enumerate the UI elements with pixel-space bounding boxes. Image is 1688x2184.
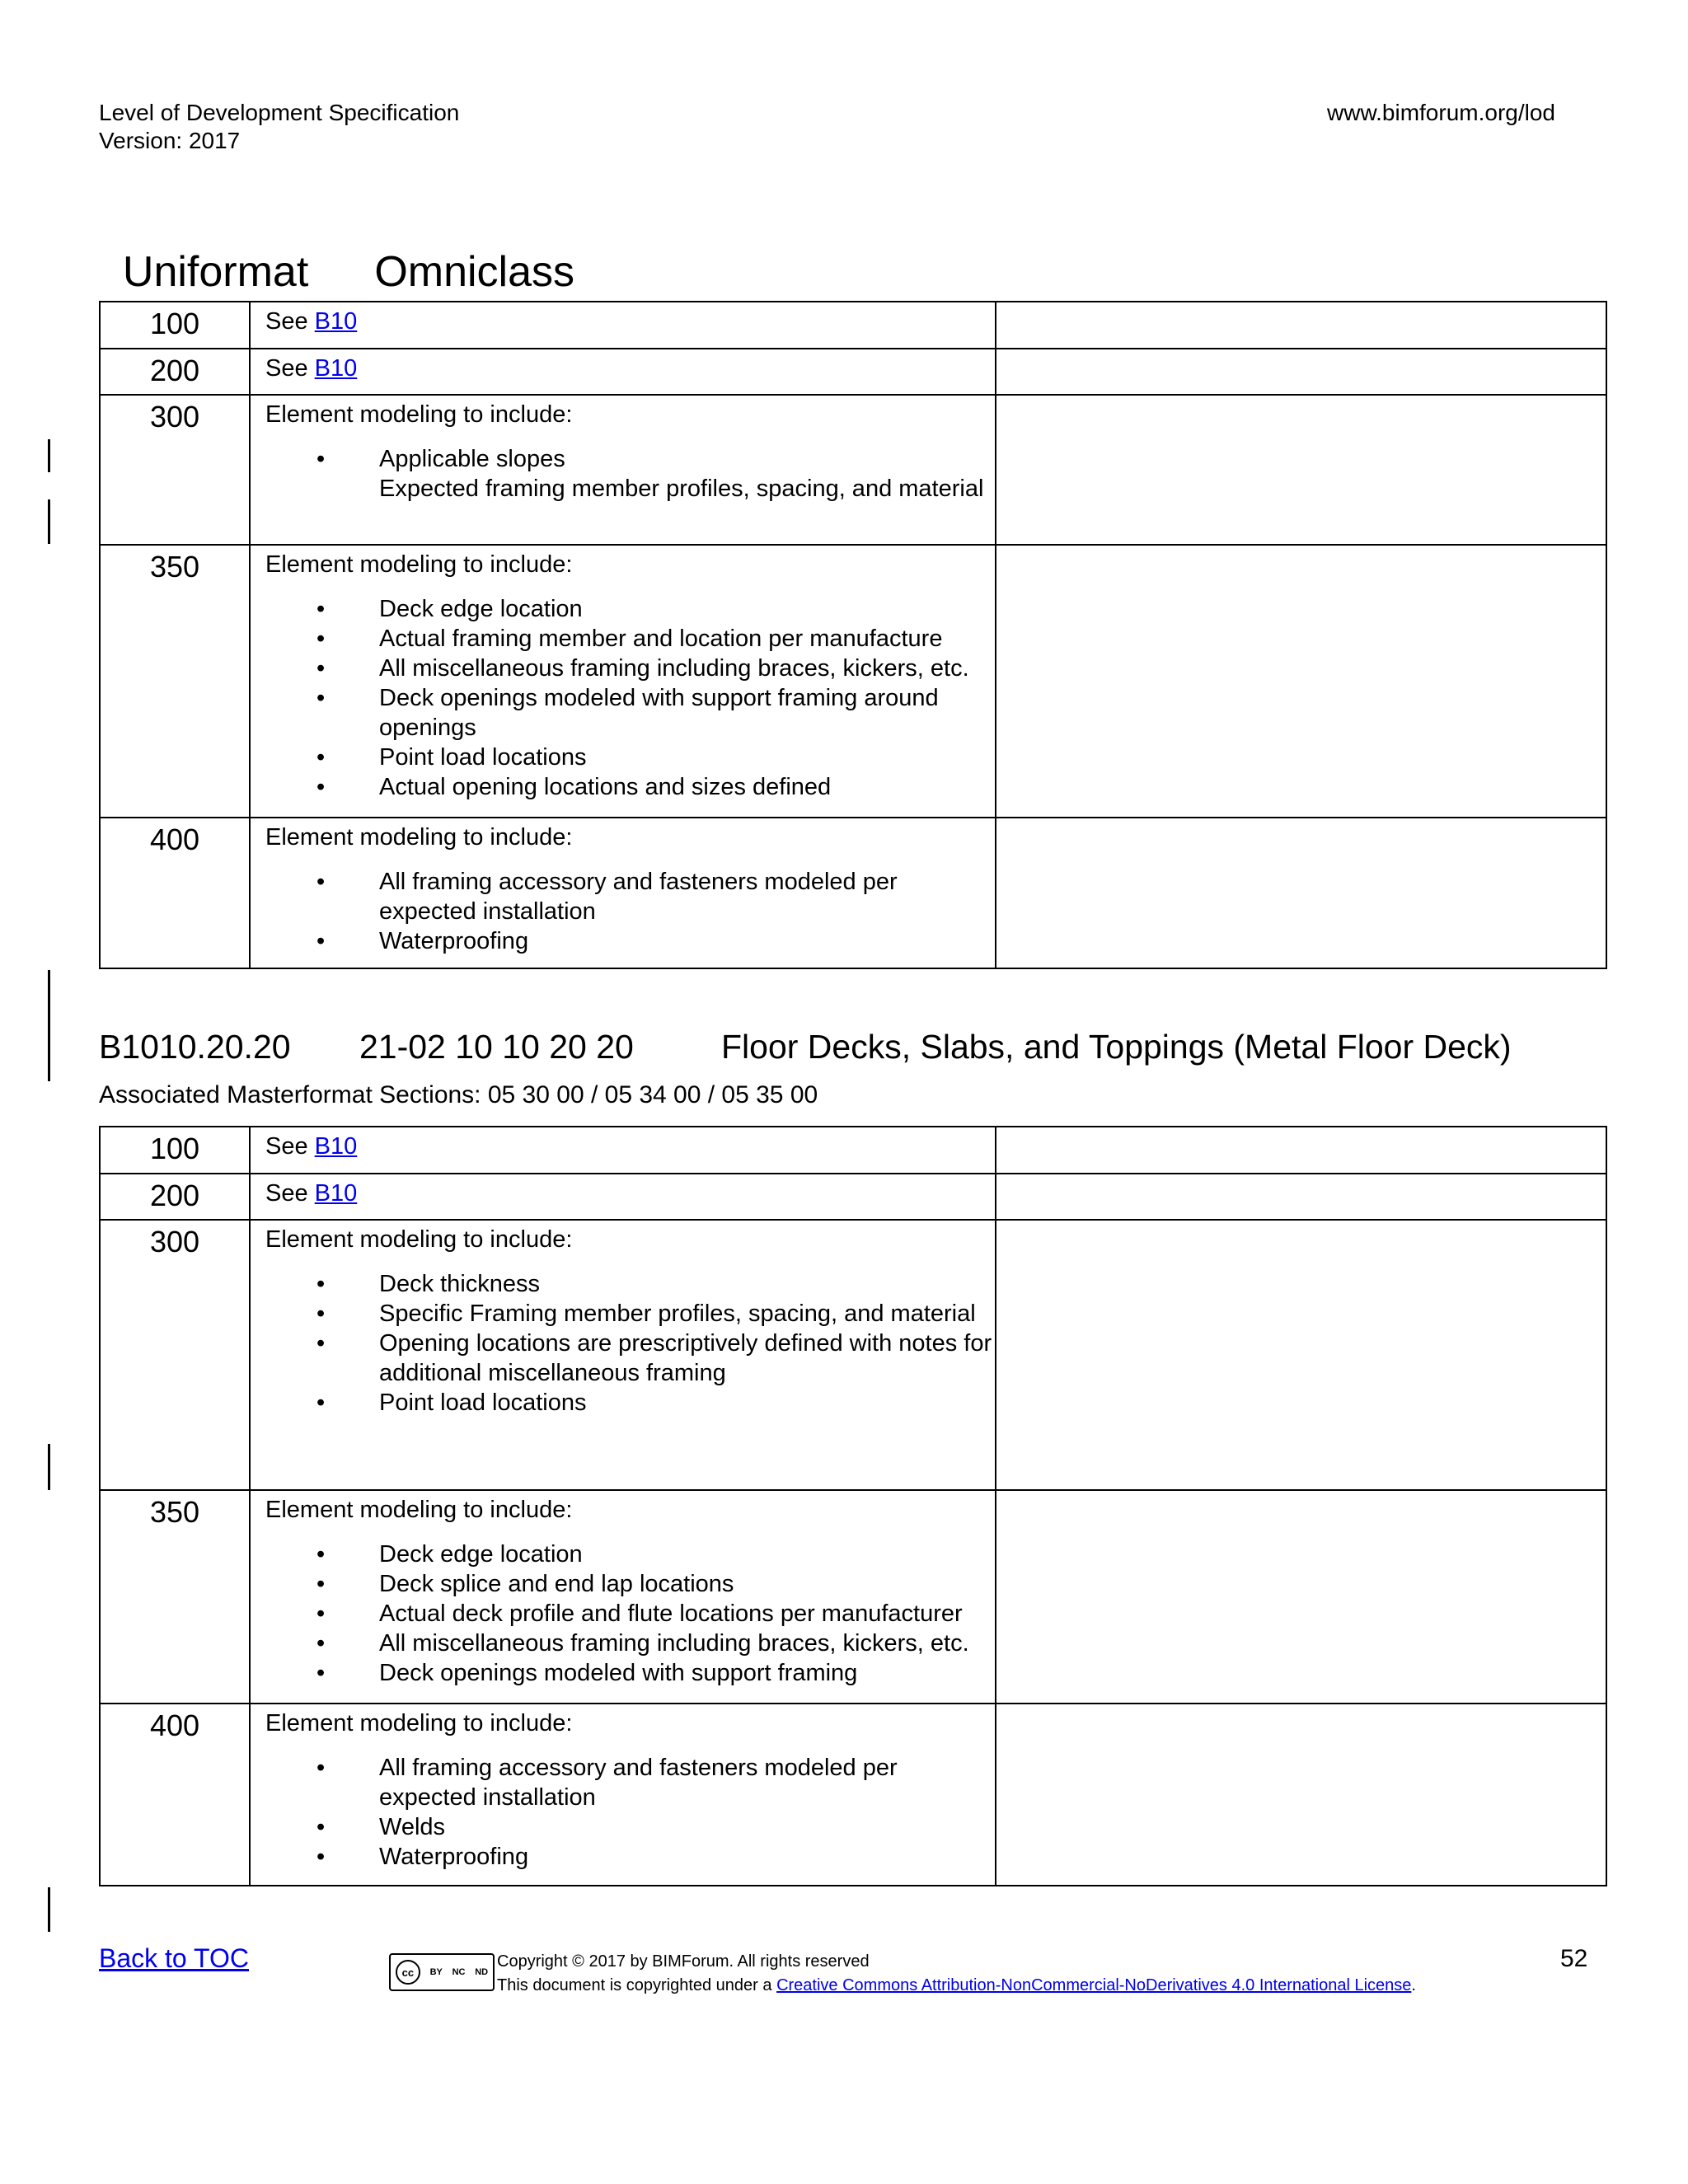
list-item: • Deck openings modeled with support framing bbox=[316, 1660, 858, 1686]
list-item: • Applicable slopes bbox=[316, 446, 565, 472]
bullet-icon: • bbox=[316, 1814, 326, 1840]
bullet-icon: • bbox=[316, 1301, 326, 1327]
associated-masterformat-sections: Associated Masterformat Sections: 05 30 00 / 05 34 00 / 05 35 00 bbox=[99, 1081, 818, 1108]
list-item: • Actual framing member and location per manufacture bbox=[316, 626, 943, 652]
description-cell bbox=[250, 1127, 996, 1174]
bullet-icon: • bbox=[316, 446, 326, 472]
description-cell bbox=[250, 1174, 996, 1220]
change-bar bbox=[48, 1444, 50, 1490]
bullet-icon: • bbox=[316, 928, 326, 954]
bullet-icon: • bbox=[316, 1271, 326, 1297]
heading-omniclass: Omniclass bbox=[374, 248, 575, 296]
level-cell: 350 bbox=[100, 545, 250, 818]
section-omniclass-code: 21-02 10 10 20 20 bbox=[359, 1028, 634, 1066]
copyright-text: Copyright © 2017 by BIMForum. All rights reserved bbox=[497, 1952, 870, 1971]
doc-title: Level of Development Specification bbox=[99, 100, 460, 125]
bullet-list bbox=[265, 444, 995, 504]
see-label: See bbox=[265, 355, 315, 382]
bullet-icon: • bbox=[316, 655, 326, 682]
bullet-icon: • bbox=[316, 685, 326, 711]
intro-text: Element modeling to include: bbox=[265, 1226, 573, 1253]
list-item: • Deck splice and end lap locations bbox=[316, 1571, 734, 1597]
bullet-icon: • bbox=[316, 1390, 326, 1416]
description-cell bbox=[250, 545, 996, 818]
description-cell bbox=[250, 1490, 996, 1704]
see-label: See bbox=[265, 1133, 315, 1160]
bullet-list bbox=[265, 1753, 995, 1872]
table-row bbox=[100, 1490, 1606, 1704]
table-row bbox=[100, 1174, 1606, 1220]
list-item: Expected framing member profiles, spacing, and material bbox=[379, 476, 984, 502]
list-item: • All miscellaneous framing including braces, kickers, etc. bbox=[316, 655, 969, 682]
by-icon: BY bbox=[429, 1967, 443, 1977]
level-cell: 400 bbox=[100, 1704, 250, 1886]
intro-text: Element modeling to include: bbox=[265, 401, 573, 428]
notes-cell bbox=[996, 545, 1606, 818]
creative-commons-badge-icon bbox=[389, 1953, 495, 1991]
nc-icon: NC bbox=[452, 1967, 466, 1977]
table-row bbox=[100, 302, 1606, 349]
lod-table-2 bbox=[99, 1126, 1607, 1886]
table-row bbox=[100, 1220, 1606, 1490]
see-label: See bbox=[265, 308, 315, 335]
b10-link[interactable]: B10 bbox=[314, 1133, 358, 1160]
bullet-list bbox=[265, 867, 995, 956]
back-to-toc-link[interactable]: Back to TOC bbox=[99, 1943, 249, 1973]
section-title: Floor Decks, Slabs, and Toppings (Metal Floor Deck) bbox=[721, 1028, 1512, 1066]
bullet-icon: • bbox=[316, 1755, 326, 1781]
cc-icon: cc bbox=[396, 1960, 420, 1985]
notes-cell bbox=[996, 302, 1606, 349]
list-item: • Deck thickness bbox=[316, 1271, 541, 1297]
page-number: 52 bbox=[1560, 1945, 1588, 1972]
description-cell bbox=[250, 349, 996, 395]
description-cell bbox=[250, 1704, 996, 1886]
bullet-icon: • bbox=[316, 626, 326, 652]
notes-cell bbox=[996, 1127, 1606, 1174]
notes-cell bbox=[996, 818, 1606, 968]
notes-cell bbox=[996, 1490, 1606, 1704]
license-text: This document is copyrighted under a Creative Commons Attribution-NonCommercial-NoDerivatives 4.0 International License. bbox=[497, 1976, 1416, 1994]
change-bar bbox=[48, 1887, 50, 1932]
bullet-list bbox=[265, 1540, 995, 1688]
bullet-icon: • bbox=[316, 1541, 326, 1568]
list-item: • Specific Framing member profiles, spacing, and material bbox=[316, 1301, 976, 1327]
b10-link[interactable]: B10 bbox=[314, 1180, 358, 1207]
doc-version: Version: 2017 bbox=[99, 128, 241, 153]
notes-cell bbox=[996, 1174, 1606, 1220]
change-bar bbox=[48, 439, 50, 472]
list-item: • All miscellaneous framing including braces, kickers, etc. bbox=[316, 1630, 969, 1657]
bullet-icon: • bbox=[316, 1844, 326, 1870]
level-cell: 200 bbox=[100, 1174, 250, 1220]
document-header-left bbox=[99, 99, 459, 155]
bullet-icon: • bbox=[316, 1571, 326, 1597]
bullet-icon: • bbox=[316, 1601, 326, 1627]
section-uniformat-code: B1010.20.20 bbox=[99, 1028, 291, 1066]
bullet-list bbox=[265, 1269, 995, 1418]
intro-text: Element modeling to include: bbox=[265, 1497, 573, 1523]
list-item: • All framing accessory and fasteners modeled per expected installation bbox=[316, 869, 898, 925]
level-cell: 200 bbox=[100, 349, 250, 395]
level-cell: 400 bbox=[100, 818, 250, 968]
page-heading bbox=[99, 198, 574, 297]
intro-text: Element modeling to include: bbox=[265, 1710, 573, 1736]
level-cell: 350 bbox=[100, 1490, 250, 1704]
list-item: • Opening locations are prescriptively defined with notes for additional miscellaneous framing bbox=[316, 1330, 992, 1386]
list-item: • Actual opening locations and sizes defined bbox=[316, 774, 832, 800]
intro-text: Element modeling to include: bbox=[265, 824, 573, 851]
list-item: • Waterproofing bbox=[316, 928, 529, 954]
notes-cell bbox=[996, 1220, 1606, 1490]
list-item: • Deck edge location bbox=[316, 596, 583, 622]
b10-link[interactable]: B10 bbox=[314, 308, 358, 335]
table-row bbox=[100, 349, 1606, 395]
description-cell bbox=[250, 395, 996, 545]
list-item: • Point load locations bbox=[316, 744, 587, 771]
notes-cell bbox=[996, 395, 1606, 545]
list-item: • Deck openings modeled with support framing around openings bbox=[316, 685, 939, 741]
heading-uniformat: Uniformat bbox=[122, 248, 309, 296]
nd-icon: ND bbox=[475, 1967, 489, 1977]
table-row bbox=[100, 818, 1606, 968]
description-cell bbox=[250, 302, 996, 349]
bullet-list bbox=[265, 594, 995, 802]
description-cell bbox=[250, 818, 996, 968]
list-item: • Point load locations bbox=[316, 1390, 587, 1416]
bullet-icon: • bbox=[316, 1330, 326, 1357]
level-cell: 100 bbox=[100, 302, 250, 349]
notes-cell bbox=[996, 349, 1606, 395]
bullet-icon: • bbox=[316, 774, 326, 800]
list-item: • Actual deck profile and flute locations per manufacturer bbox=[316, 1601, 963, 1627]
license-link[interactable]: Creative Commons Attribution-NonCommercial-NoDerivatives 4.0 International License bbox=[776, 1976, 1412, 1994]
b10-link[interactable]: B10 bbox=[314, 355, 358, 382]
doc-url: www.bimforum.org/lod bbox=[1327, 100, 1555, 125]
table-row bbox=[100, 1704, 1606, 1886]
table-row bbox=[100, 1127, 1606, 1174]
list-item: • Waterproofing bbox=[316, 1844, 529, 1870]
level-cell: 300 bbox=[100, 395, 250, 545]
description-cell bbox=[250, 1220, 996, 1490]
change-bar bbox=[48, 499, 50, 544]
level-cell: 100 bbox=[100, 1127, 250, 1174]
list-item: • All framing accessory and fasteners modeled per expected installation bbox=[316, 1755, 898, 1811]
bullet-icon: • bbox=[316, 1660, 326, 1686]
level-cell: 300 bbox=[100, 1220, 250, 1490]
see-label: See bbox=[265, 1180, 315, 1207]
bullet-icon: • bbox=[316, 596, 326, 622]
bullet-icon: • bbox=[316, 869, 326, 895]
list-item: • Deck edge location bbox=[316, 1541, 583, 1568]
table-row bbox=[100, 545, 1606, 818]
notes-cell bbox=[996, 1704, 1606, 1886]
list-item: • Welds bbox=[316, 1814, 446, 1840]
change-bar bbox=[48, 970, 50, 1081]
intro-text: Element modeling to include: bbox=[265, 551, 573, 578]
bullet-icon: • bbox=[316, 744, 326, 771]
lod-table-1 bbox=[99, 301, 1607, 969]
bullet-icon: • bbox=[316, 1630, 326, 1657]
table-row bbox=[100, 395, 1606, 545]
